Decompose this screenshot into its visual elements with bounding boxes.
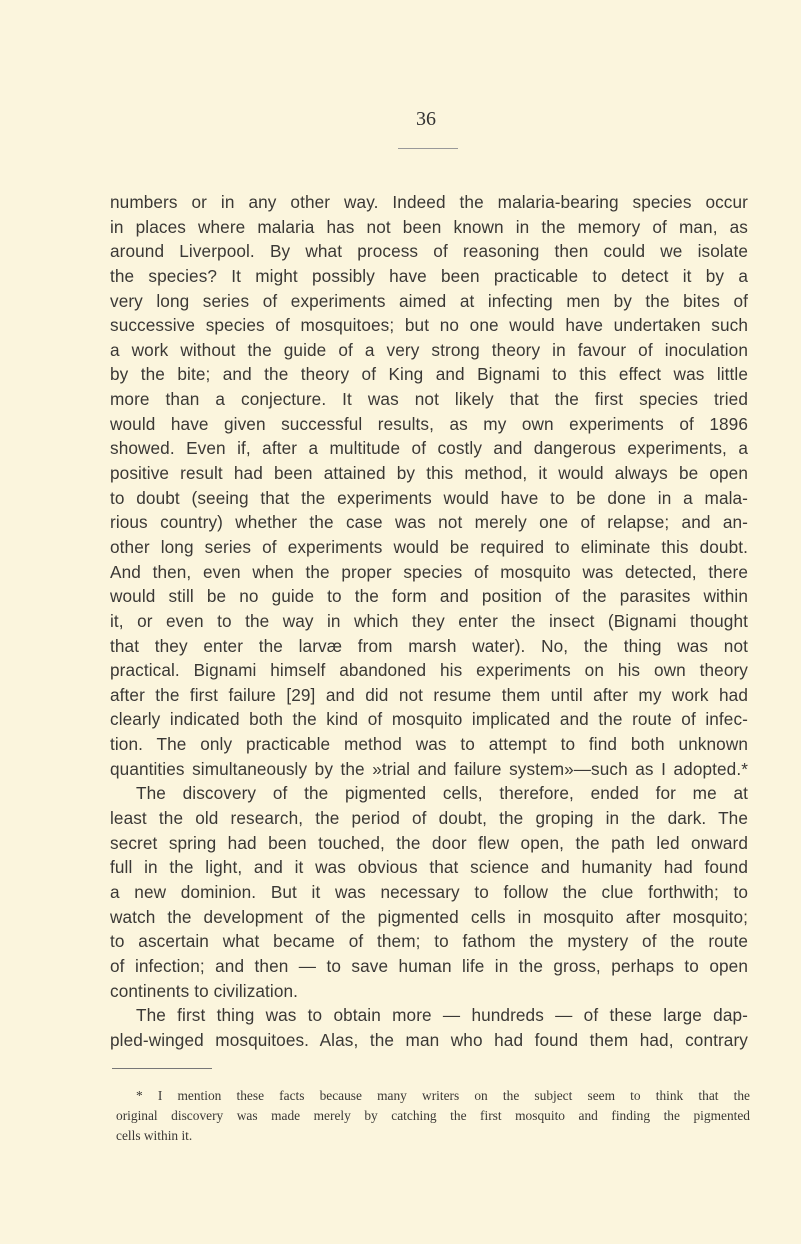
text-line: of infection; and then — to save human life in the gross, perhaps to open (110, 955, 748, 976)
text-line: The first thing was to obtain more — hundreds — of these large dap- (136, 1005, 748, 1026)
text-line: clearly indicated both the kind of mosquito implicated and the route of infec- (110, 709, 748, 730)
text-line: it, or even to the way in which they enter the insect (Bignami thought (110, 610, 748, 631)
text-line: around Liverpool. By what process of reasoning then could we isolate (110, 241, 748, 262)
text-line: the species? It might possibly have been practicable to detect it by a (110, 265, 748, 286)
text-line: The discovery of the pigmented cells, therefore, ended for me at (136, 783, 748, 804)
text-line: after the first failure [29] and did not resume them until after my work had (110, 684, 748, 705)
text-line: very long series of experiments aimed at infecting men by the bites of (110, 290, 748, 311)
text-line: by the bite; and the theory of King and Bignami to this effect was little (110, 364, 748, 385)
text-line: numbers or in any other way. Indeed the malaria-bearing species occur (110, 192, 748, 212)
text-line: And then, even when the proper species of mosquito was detected, there (110, 561, 748, 582)
text-line: showed. Even if, after a multitude of costly and dangerous experiments, a (110, 438, 748, 459)
body-text (110, 190, 748, 1052)
text-line: would still be no guide to the form and position of the parasites within (110, 586, 748, 607)
text-line: to ascertain what became of them; to fathom the mystery of the route (110, 931, 748, 952)
text-line: to doubt (seeing that the experiments would have to be done in a mala- (110, 487, 748, 508)
footnote-line: * I mention these facts because many writers on the subject seem to think that the (136, 1088, 750, 1103)
text-line: pled-winged mosquitoes. Alas, the man who had found them had, contrary (110, 1029, 748, 1050)
text-line: continents to civilization. (110, 980, 299, 1001)
page-number: 36 (416, 108, 436, 130)
text-line: more than a conjecture. It was not likely that the first species tried (110, 389, 748, 410)
text-line: other long series of experiments would be required to eliminate this doubt. (110, 536, 748, 557)
text-line: watch the development of the pigmented cells in mosquito after mosquito; (110, 906, 748, 927)
text-line: tion. The only practicable method was to attempt to find both unknown (110, 734, 748, 755)
text-line: that they enter the larvæ from marsh water). No, the thing was not (110, 635, 748, 656)
text-line: would have given successful results, as my own experiments of 1896 (110, 413, 748, 434)
text-line: secret spring had been touched, the door flew open, the path led onward (110, 832, 748, 853)
text-line: quantities simultaneously by the »trial and failure system»—such as I adopted.* (110, 758, 748, 779)
footnote (116, 1086, 750, 1146)
text-line: in places where malaria has not been known in the memory of man, as (110, 216, 748, 237)
text-line: full in the light, and it was obvious that science and humanity had found (110, 857, 748, 878)
footnote-divider (112, 1068, 212, 1069)
text-line: rious country) whether the case was not merely one of relapse; and an- (110, 512, 748, 533)
footnote-line: original discovery was made merely by catching the first mosquito and finding the pigmented (116, 1108, 750, 1123)
footnote-line: cells within it. (116, 1128, 193, 1143)
text-line: successive species of mosquitoes; but no one would have undertaken such (110, 315, 748, 336)
text-line: practical. Bignami himself abandoned his experiments on his own theory (110, 660, 748, 681)
text-line: positive result had been attained by this method, it would always be open (110, 463, 748, 484)
page-number-rule (398, 148, 458, 149)
text-line: a new dominion. But it was necessary to follow the clue forthwith; to (110, 881, 748, 902)
text-line: a work without the guide of a very strong theory in favour of inoculation (110, 339, 748, 360)
text-line: least the old research, the period of doubt, the groping in the dark. The (110, 808, 748, 829)
